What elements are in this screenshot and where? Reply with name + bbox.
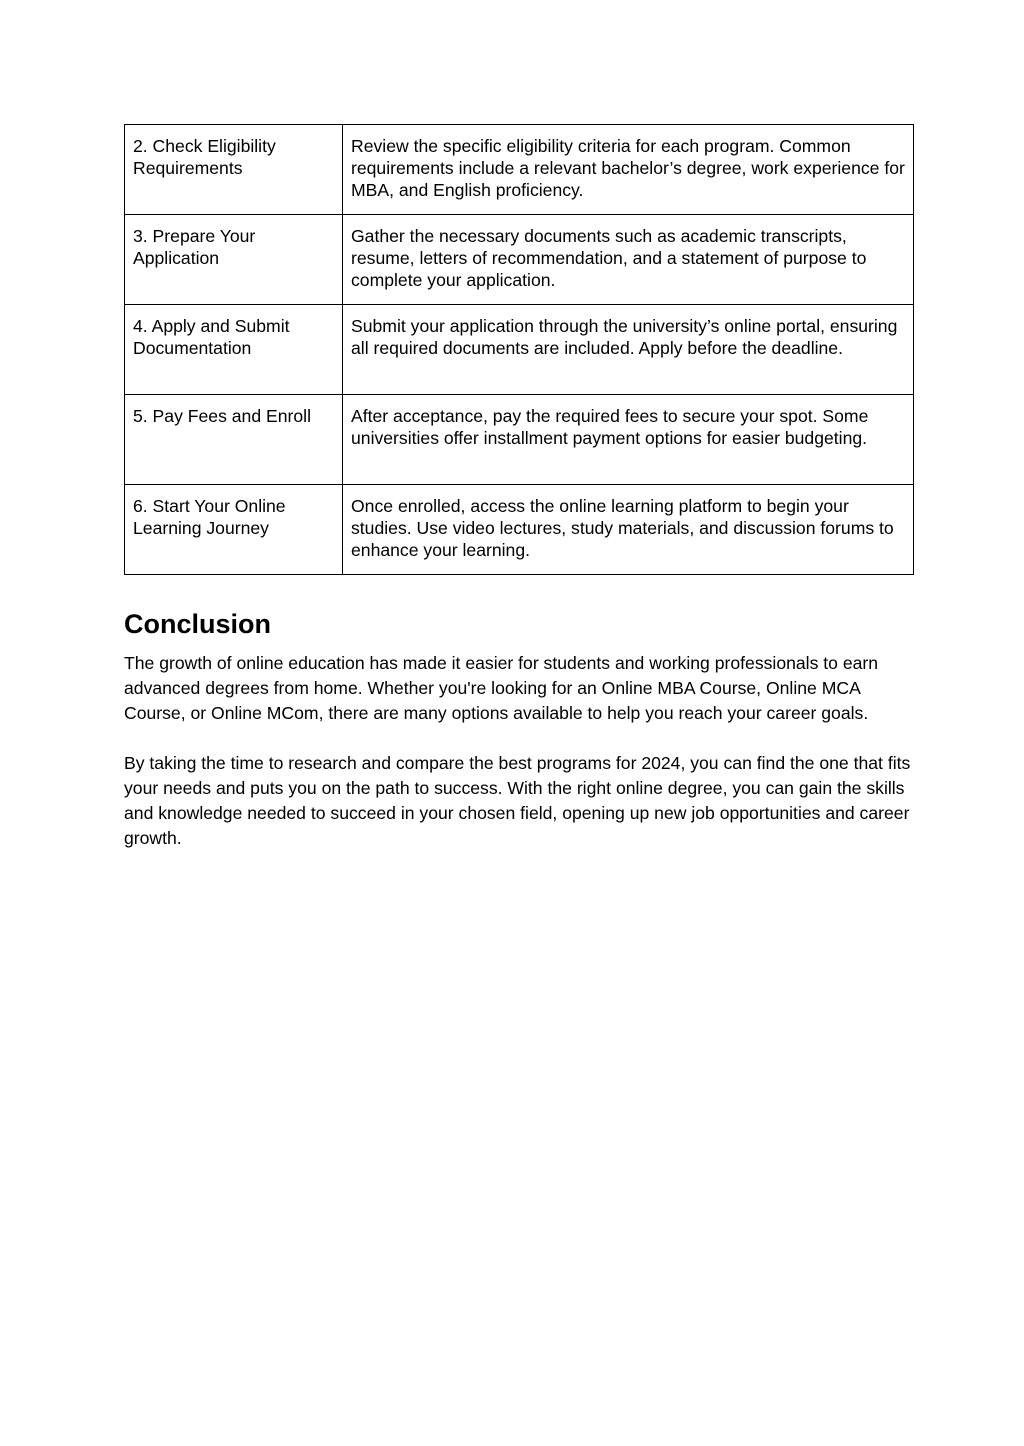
conclusion-paragraph: The growth of online education has made it easier for students and working professionals to earn advanced degrees from home. Whether you're looking for an Online MBA Course, Online MCA Course, or Online MCom, there are many options available to help you reach your career goals. bbox=[124, 653, 879, 723]
document-page bbox=[124, 124, 914, 876]
table-row bbox=[125, 395, 914, 485]
application-steps-table bbox=[124, 124, 914, 575]
conclusion-paragraph: By taking the time to research and compare the best programs for 2024, you can find the one that fits your needs and puts you on the path to success. With the right online degree, you can gain the skills and knowledge needed to succeed in your chosen field, opening up new job opportunities and career growth. bbox=[124, 753, 911, 848]
description-cell: Review the specific eligibility criteria for each program. Common requirements include a relevant bachelor’s degree, work experience for MBA, and English proficiency. bbox=[343, 125, 914, 215]
table-row bbox=[125, 485, 914, 575]
description-cell: Once enrolled, access the online learning platform to begin your studies. Use video lectures, study materials, and discussion forums to enhance your learning. bbox=[343, 485, 914, 575]
step-cell: 2. Check Eligibility Requirements bbox=[125, 125, 343, 215]
step-cell: 5. Pay Fees and Enroll bbox=[125, 395, 343, 485]
step-cell: 6. Start Your Online Learning Journey bbox=[125, 485, 343, 575]
description-cell: Gather the necessary documents such as academic transcripts, resume, letters of recommendation, and a statement of purpose to complete your application. bbox=[343, 215, 914, 305]
conclusion-heading: Conclusion bbox=[124, 609, 271, 639]
table-row bbox=[125, 125, 914, 215]
description-cell: After acceptance, pay the required fees to secure your spot. Some universities offer installment payment options for easier budgeting. bbox=[343, 395, 914, 485]
table-row bbox=[125, 305, 914, 395]
table-row bbox=[125, 215, 914, 305]
step-cell: 4. Apply and Submit Documentation bbox=[125, 305, 343, 395]
description-cell: Submit your application through the university’s online portal, ensuring all required documents are included. Apply before the deadline. bbox=[343, 305, 914, 395]
step-cell: 3. Prepare Your Application bbox=[125, 215, 343, 305]
